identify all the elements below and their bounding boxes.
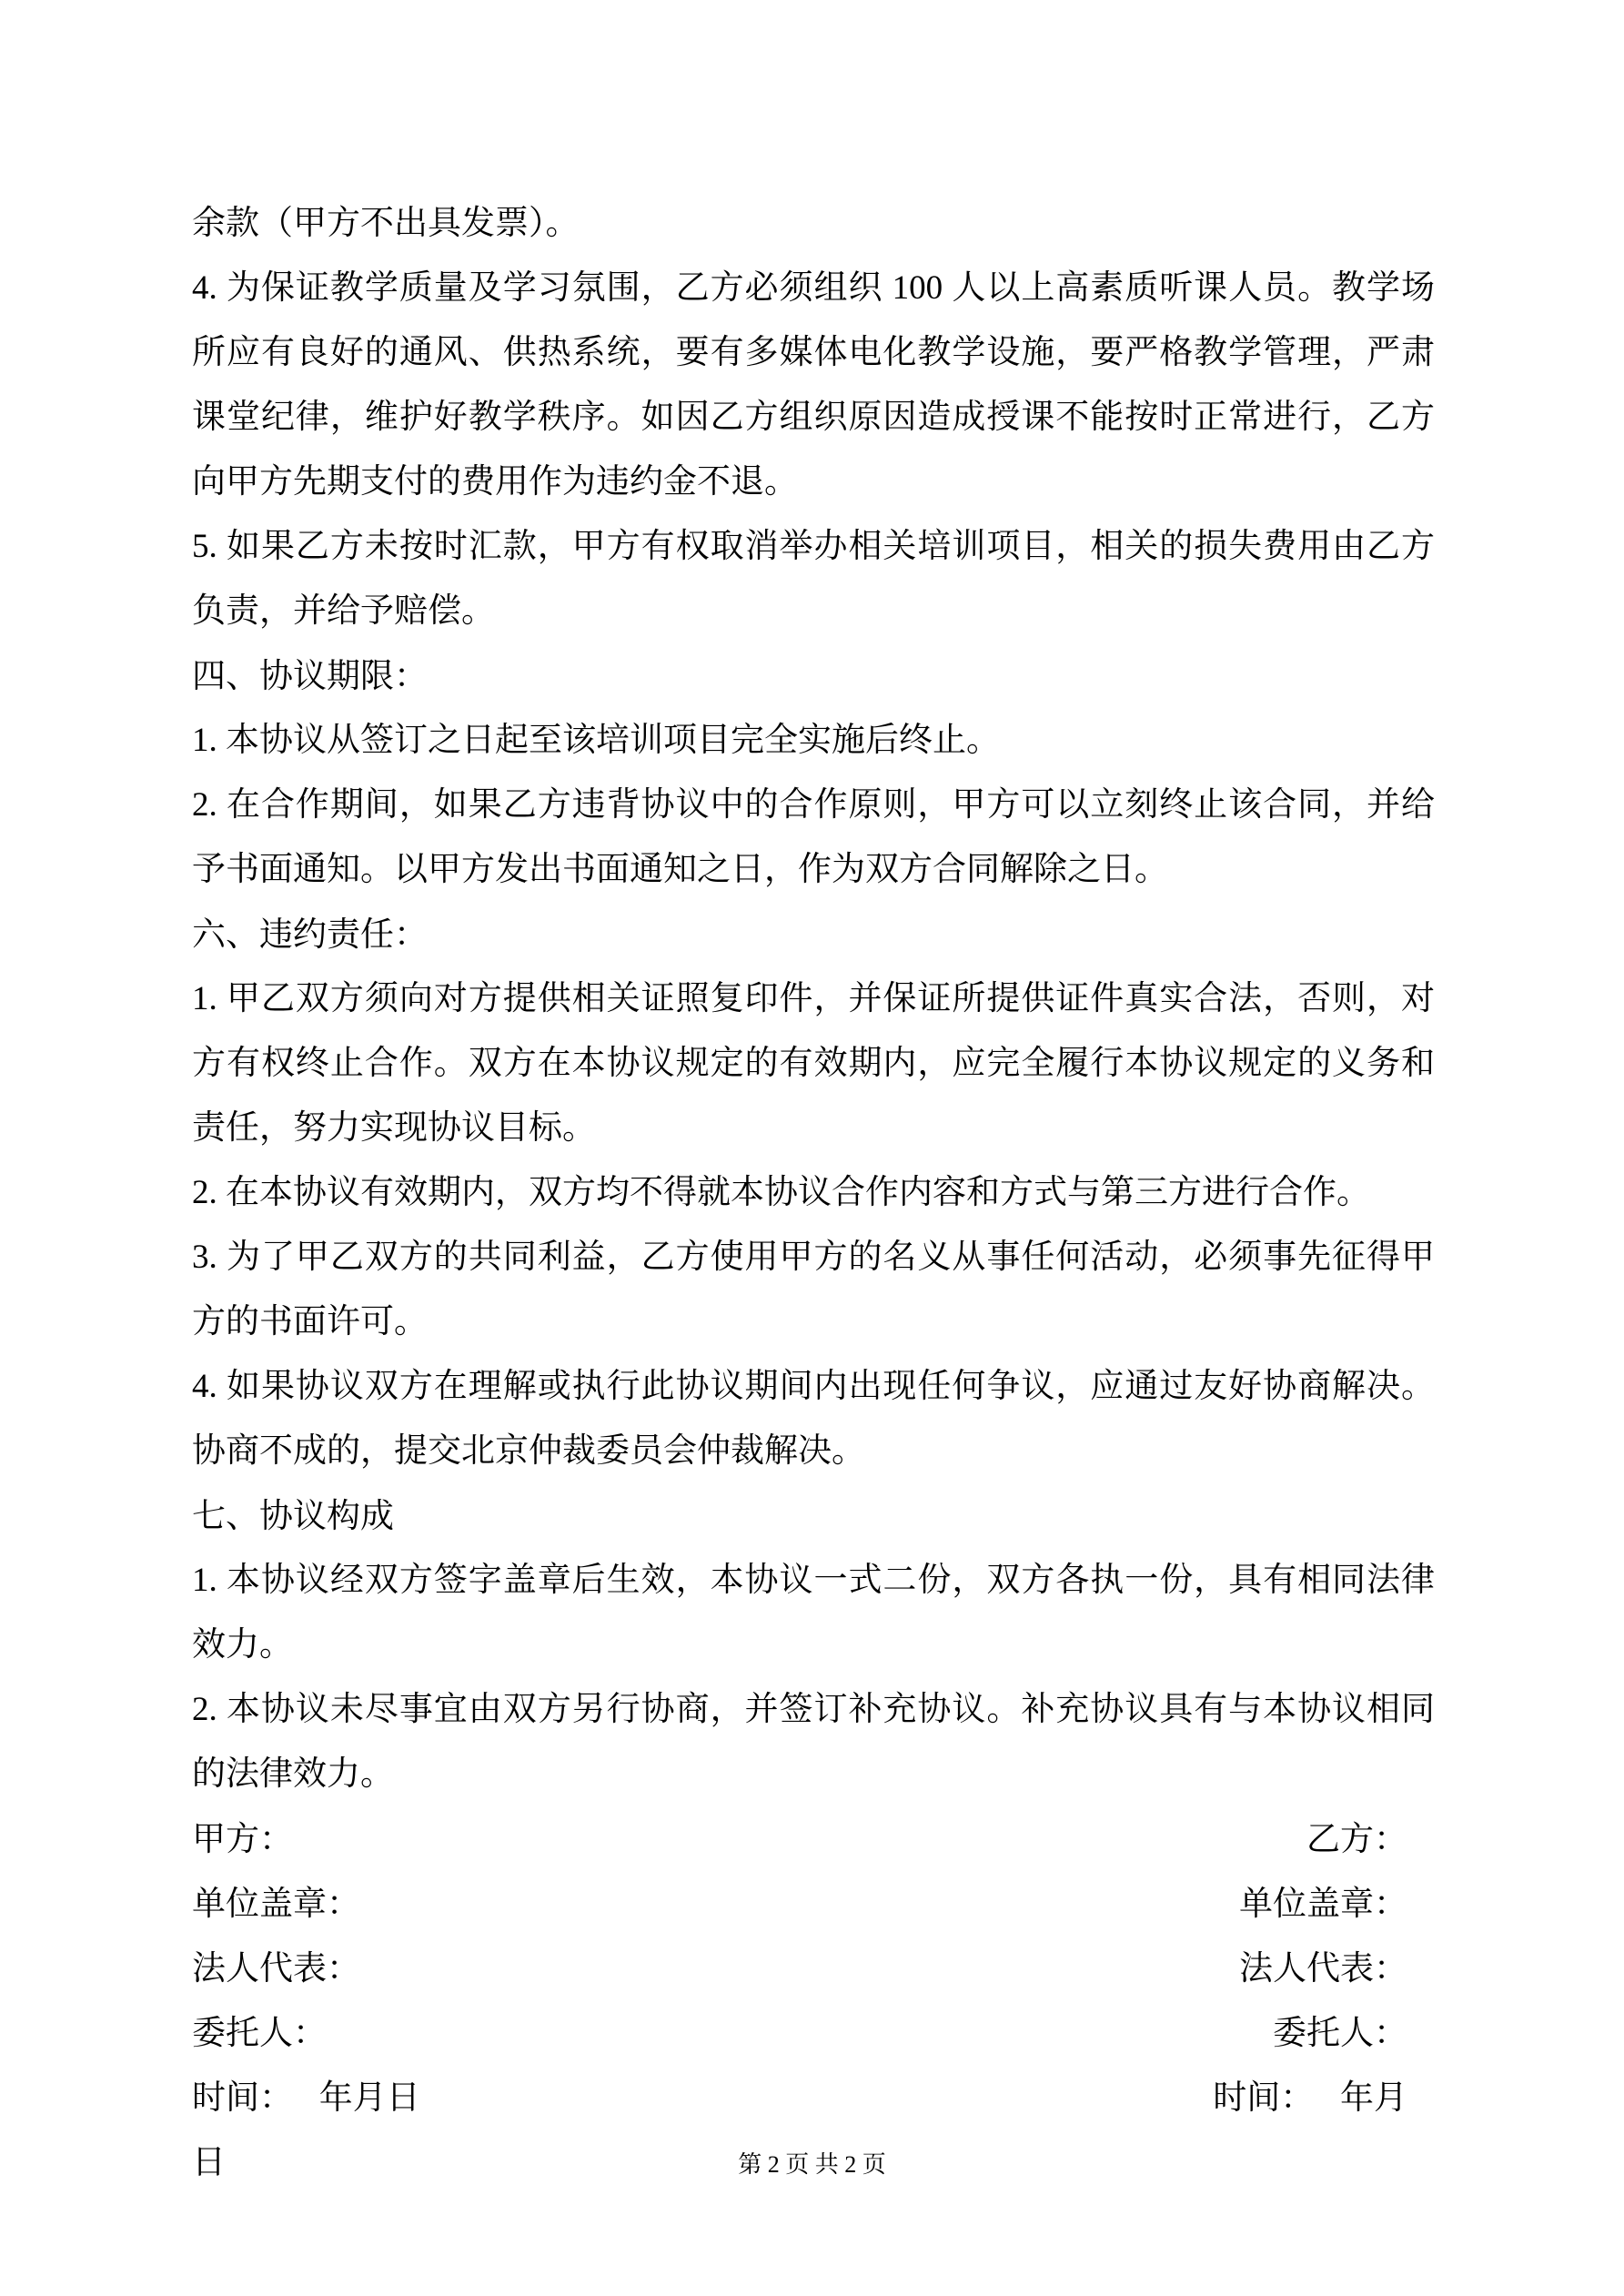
section-heading-4: 四、协议期限： bbox=[192, 657, 428, 694]
paragraph-liability-1: 1. 甲乙双方须向对方提供相关证照复印件，并保证所提供证件真实合法，否则，对方有权终止合作。双方在本协议规定的有效期内，应完全履行本协议规定的义务和责任，努力实现协议目标。 bbox=[192, 980, 1435, 1147]
signature-row-seal bbox=[192, 1871, 1435, 1936]
paragraph-liability-4: 4. 如果协议双方在理解或执行此协议期间内出现任何争议，应通过友好协商解决。协商不成的，提交北京仲裁委员会仲裁解决。 bbox=[192, 1368, 1435, 1470]
party-a-seal-label: 单位盖章： bbox=[192, 1885, 360, 1922]
party-b-label: 乙方： bbox=[1306, 1820, 1407, 1857]
party-a-label: 甲方： bbox=[192, 1820, 293, 1857]
signature-row-legal-rep bbox=[192, 1936, 1435, 2000]
party-b-legal-rep-label: 法人代表： bbox=[1239, 1949, 1407, 1987]
paragraph-term-2: 2. 在合作期间，如果乙方违背协议中的合作原则，甲方可以立刻终止该合同，并给予书面通知。以甲方发出书面通知之日，作为双方合同解除之日。 bbox=[192, 786, 1435, 888]
page-footer bbox=[0, 2150, 1624, 2180]
party-a-legal-rep-label: 法人代表： bbox=[192, 1949, 360, 1987]
date-overflow-line: 日 bbox=[192, 2143, 226, 2180]
signature-block bbox=[192, 1806, 1435, 2194]
contract-body bbox=[192, 191, 1435, 1806]
signature-row-date bbox=[192, 2065, 1435, 2129]
party-a-agent-label: 委托人： bbox=[192, 2014, 327, 2051]
paragraph-liability-2: 2. 在本协议有效期内，双方均不得就本协议合作内容和方式与第三方进行合作。 bbox=[192, 1174, 1370, 1211]
party-b-agent-label: 委托人： bbox=[1273, 2014, 1407, 2051]
paragraph-composition-2: 2. 本协议未尽事宜由双方另行协商，并签订补充协议。补充协议具有与本协议相同的法律效力。 bbox=[192, 1691, 1435, 1793]
paragraph-clause-4: 4. 为保证教学质量及学习氛围，乙方必须组织 100 人以上高素质听课人员。教学场所应有良好的通风、供热系统，要有多媒体电化教学设施，要严格教学管理，严肃课堂纪律，维护好教学秩序。如因乙方组织原因造成授课不能按时正常进行，乙方向甲方先期支付的费用作为违约金不退。 bbox=[192, 269, 1435, 501]
signature-row-agent bbox=[192, 2000, 1435, 2065]
party-b-date-label: 时间： 年月 bbox=[1213, 2079, 1407, 2116]
page-number: 第 2 页 共 2 页 bbox=[738, 2151, 886, 2178]
party-a-date-label: 时间： 年月日 bbox=[192, 2079, 420, 2116]
paragraph-liability-3: 3. 为了甲乙双方的共同利益，乙方使用甲方的名义从事任何活动，必须事先征得甲方的书面许可。 bbox=[192, 1239, 1435, 1340]
paragraph-composition-1: 1. 本协议经双方签字盖章后生效，本协议一式二份，双方各执一份，具有相同法律效力。 bbox=[192, 1562, 1435, 1664]
paragraph-term-1: 1. 本协议从签订之日起至该培训项目完全实施后终止。 bbox=[192, 722, 1000, 759]
party-b-seal-label: 单位盖章： bbox=[1239, 1885, 1407, 1922]
paragraph-clause-5: 5. 如果乙方未按时汇款，甲方有权取消举办相关培训项目，相关的损失费用由乙方负责，并给予赔偿。 bbox=[192, 528, 1435, 630]
signature-row-party bbox=[192, 1806, 1435, 1871]
section-heading-7: 七、协议构成 bbox=[192, 1497, 394, 1534]
paragraph-balance-clause: 余款（甲方不出具发票）。 bbox=[192, 205, 580, 242]
section-heading-6: 六、违约责任： bbox=[192, 915, 428, 953]
